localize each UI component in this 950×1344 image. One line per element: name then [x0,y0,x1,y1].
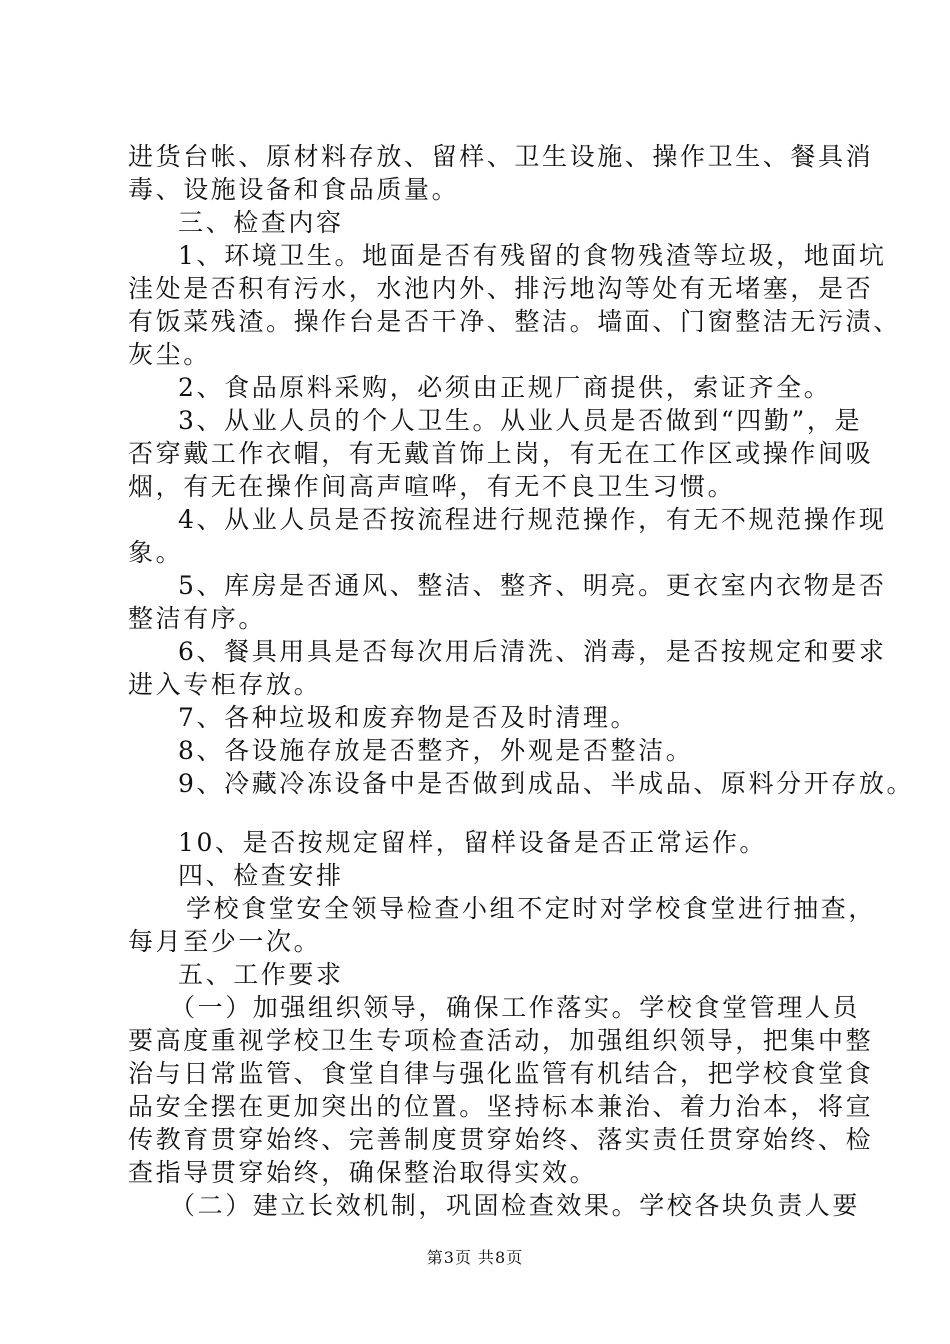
text-line: 要高度重视学校卫生专项检查活动，加强组织领导，把集中整 [128,1026,874,1055]
section-heading: 四、检查安排 [178,861,344,890]
text-line: 每月至少一次。 [128,927,322,956]
text-line: 烟，有无在操作间高声喧哗，有无不良卫生习惯。 [128,472,736,501]
text-line: 6、餐具用具是否每次用后清洗、消毒，是否按规定和要求 [178,637,887,666]
text-line: 毒、设施设备和食品质量。 [128,175,460,204]
text-line: 治与日常监管、食堂自律与强化监管有机结合，把学校食堂食 [128,1059,874,1088]
text-line: 进货台帐、原材料存放、留样、卫生设施、操作卫生、餐具消 [128,142,874,171]
text-line: （一）加强组织领导，确保工作落实。学校食堂管理人员 [170,993,861,1022]
text-line: 2、食品原料采购，必须由正规厂商提供，索证齐全。 [178,373,832,402]
page-footer: 第3页 共8页 [426,1248,524,1267]
text-line: 象。 [128,538,184,567]
text-line: 洼处是否积有污水，水池内外、排污地沟等处有无堵塞，是否 [128,274,874,303]
text-line: 灰尘。 [128,340,211,369]
text-line: 查指导贯穿始终，确保整治取得实效。 [128,1158,598,1187]
text-line: 10、是否按规定留样，留样设备是否正常运作。 [178,828,768,857]
text-line: 品安全摆在更加突出的位置。坚持标本兼治、着力治本，将宣 [128,1092,874,1121]
section-heading: 三、检查内容 [178,208,344,237]
text-line: 学校食堂安全领导检查小组不定时对学校食堂进行抽查， [186,894,877,923]
text-line: 有饭菜残渣。操作台是否干净、整洁。墙面、门窗整洁无污渍、 [128,307,901,336]
text-line: 8、各设施存放是否整齐，外观是否整洁。 [178,736,694,765]
text-line: 进入专柜存放。 [128,670,322,699]
text-line: 传教育贯穿始终、完善制度贯穿始终、落实责任贯穿始终、检 [128,1125,874,1154]
text-line: 1、环境卫生。地面是否有残留的食物残渣等垃圾，地面坑 [178,241,887,270]
section-heading: 五、工作要求 [178,960,344,989]
text-line: 3、从业人员的个人卫生。从业人员是否做到“四勤”，是 [178,406,863,435]
text-line: 9、冷藏冷冻设备中是否做到成品、半成品、原料分开存放。 [178,769,915,798]
text-line: 5、库房是否通风、整洁、整齐、明亮。更衣室内衣物是否 [178,571,887,600]
text-line: 整洁有序。 [128,604,267,633]
text-line: （二）建立长效机制，巩固检查效果。学校各块负责人要 [170,1191,861,1220]
text-line: 否穿戴工作衣帽，有无戴首饰上岗，有无在工作区或操作间吸 [128,439,874,468]
text-line: 4、从业人员是否按流程进行规范操作，有无不规范操作现 [178,505,887,534]
text-line: 7、各种垃圾和废弃物是否及时清理。 [178,703,639,732]
